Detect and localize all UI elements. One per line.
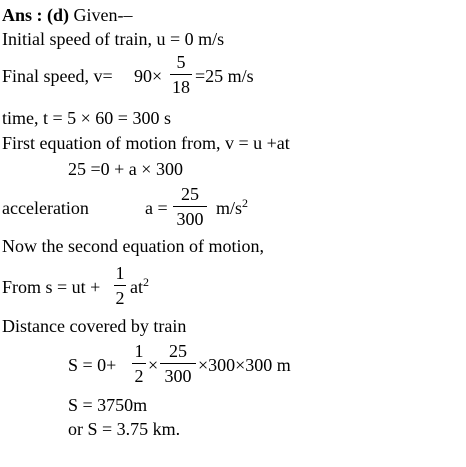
distance-line: Distance covered by train [2,316,187,336]
s-suffix: ×300×300 m [198,355,291,375]
fraction-numerator: 25 [169,341,187,361]
unit-text: m/s [216,198,243,218]
fraction-denominator: 2 [134,366,144,386]
fraction-numerator: 5 [176,52,186,72]
fraction-denominator: 300 [164,366,192,386]
s-prefix: S = 0+ [68,355,117,375]
answer-heading [2,6,133,24]
acceleration-word: acceleration [2,198,89,218]
acceleration-unit [216,196,249,218]
unit-exponent: 2 [242,196,249,210]
from-prefix: From s = ut + [2,277,101,297]
first-equation-line: First equation of motion from, v = u +at [2,133,290,153]
answer-label: Ans : [2,5,43,25]
from-at: at [130,277,143,297]
fraction-bar [160,363,196,364]
fraction-denominator: 2 [115,288,125,308]
s-km-line: or S = 3.75 km. [68,419,181,439]
from-suffix [130,275,149,297]
option-label: (d) [47,5,70,25]
final-speed-prefix: Final speed, v= [2,66,113,86]
given-label: Given-– [69,5,133,25]
substitution-line: 25 =0 + a × 300 [68,159,183,179]
s-fraction-acc [160,342,196,385]
s-result-line: S = 3750m [68,395,148,415]
final-speed-suffix: =25 m/s [195,66,254,86]
fraction-denominator: 300 [176,209,204,229]
from-fraction [114,264,126,307]
initial-speed-line: Initial speed of train, u = 0 m/s [2,29,225,49]
fraction-bar [132,363,146,364]
fraction-numerator: 1 [115,263,125,283]
from-exponent: 2 [143,275,149,289]
fraction-bar [114,285,126,286]
second-equation-line: Now the second equation of motion, [2,236,264,256]
s-times: × [148,355,159,375]
acceleration-a: a = [145,198,168,218]
final-speed-90: 90× [134,66,163,86]
final-speed-fraction [170,53,192,96]
fraction-numerator: 25 [181,184,199,204]
fraction-numerator: 1 [134,341,144,361]
fraction-bar [173,206,207,207]
fraction-bar [170,74,192,75]
time-line: time, t = 5 × 60 = 300 s [2,108,171,128]
acceleration-fraction [173,185,207,228]
fraction-denominator: 18 [172,77,190,97]
s-fraction-half [132,342,146,385]
